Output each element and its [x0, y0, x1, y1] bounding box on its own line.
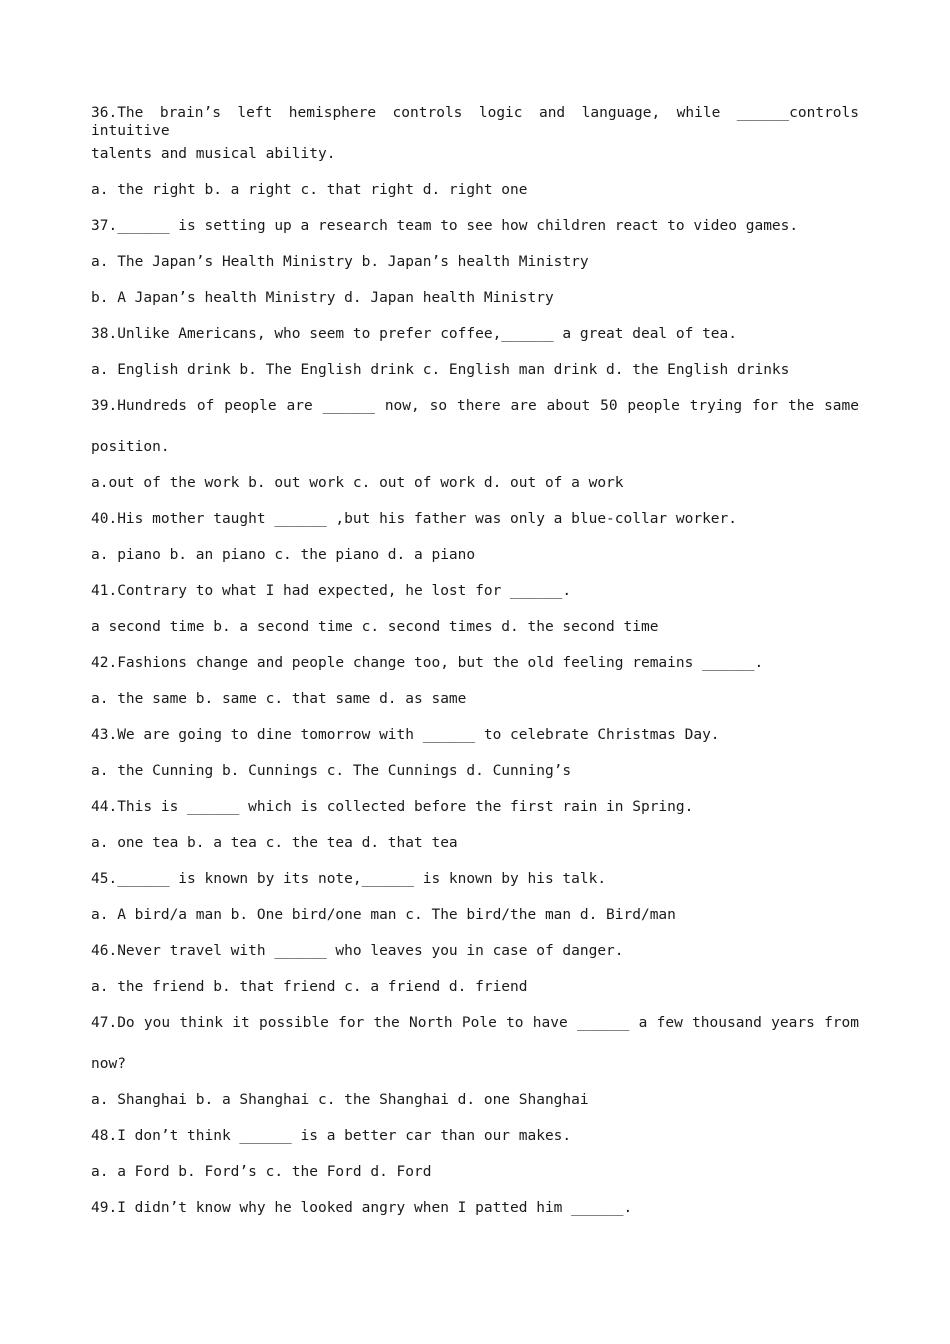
text-line: a. the Cunning b. Cunnings c. The Cunnings d. Cunning’s [91, 763, 572, 779]
text-line: a. The Japan’s Health Ministry b. Japan’s health Ministry [91, 254, 589, 270]
text-line: a. the right b. a right c. that right d. right one [91, 182, 528, 198]
text-line: 41.Contrary to what I had expected, he lost for ______. [91, 583, 572, 599]
text-line: 46.Never travel with ______ who leaves you in case of danger. [91, 943, 624, 959]
text-line: 45.______ is known by its note,______ is known by his talk. [91, 871, 607, 887]
text-line: a second time b. a second time c. second times d. the second time [91, 619, 659, 635]
text-line: position. [91, 439, 170, 455]
text-line: now? [91, 1056, 126, 1072]
text-line: 39.Hundreds of people are ______ now, so there are about 50 people trying for the same [91, 398, 859, 414]
text-line: 38.Unlike Americans, who seem to prefer coffee,______ a great deal of tea. [91, 326, 738, 342]
text-line: a. A bird/a man b. One bird/one man c. The bird/the man d. Bird/man [91, 907, 676, 923]
text-line: 44.This is ______ which is collected before the first rain in Spring. [91, 799, 694, 815]
text-line: a. piano b. an piano c. the piano d. a piano [91, 547, 476, 563]
text-line: a. Shanghai b. a Shanghai c. the Shanghai d. one Shanghai [91, 1092, 589, 1108]
text-line: b. A Japan’s health Ministry d. Japan health Ministry [91, 290, 554, 306]
text-line: 40.His mother taught ______ ,but his father was only a blue-collar worker. [91, 511, 738, 527]
text-line: a. the friend b. that friend c. a friend d. friend [91, 979, 528, 995]
text-line: talents and musical ability. [91, 146, 336, 162]
text-line: 36.The brain’s left hemisphere controls logic and language, while ______controls intuitive [91, 105, 859, 139]
text-line: 37.______ is setting up a research team to see how children react to video games. [91, 218, 799, 234]
text-line: a. the same b. same c. that same d. as same [91, 691, 467, 707]
text-line: 48.I don’t think ______ is a better car than our makes. [91, 1128, 572, 1144]
text-line: a.out of the work b. out work c. out of work d. out of a work [91, 475, 624, 491]
text-line: 42.Fashions change and people change too, but the old feeling remains ______. [91, 655, 764, 671]
text-line: a. a Ford b. Ford’s c. the Ford d. Ford [91, 1164, 432, 1180]
text-line: 47.Do you think it possible for the North Pole to have ______ a few thousand years from [91, 1015, 859, 1031]
text-line: a. English drink b. The English drink c. English man drink d. the English drinks [91, 362, 790, 378]
text-line: a. one tea b. a tea c. the tea d. that tea [91, 835, 458, 851]
text-line: 43.We are going to dine tomorrow with ______ to celebrate Christmas Day. [91, 727, 720, 743]
text-line: 49.I didn’t know why he looked angry when I patted him ______. [91, 1200, 633, 1216]
